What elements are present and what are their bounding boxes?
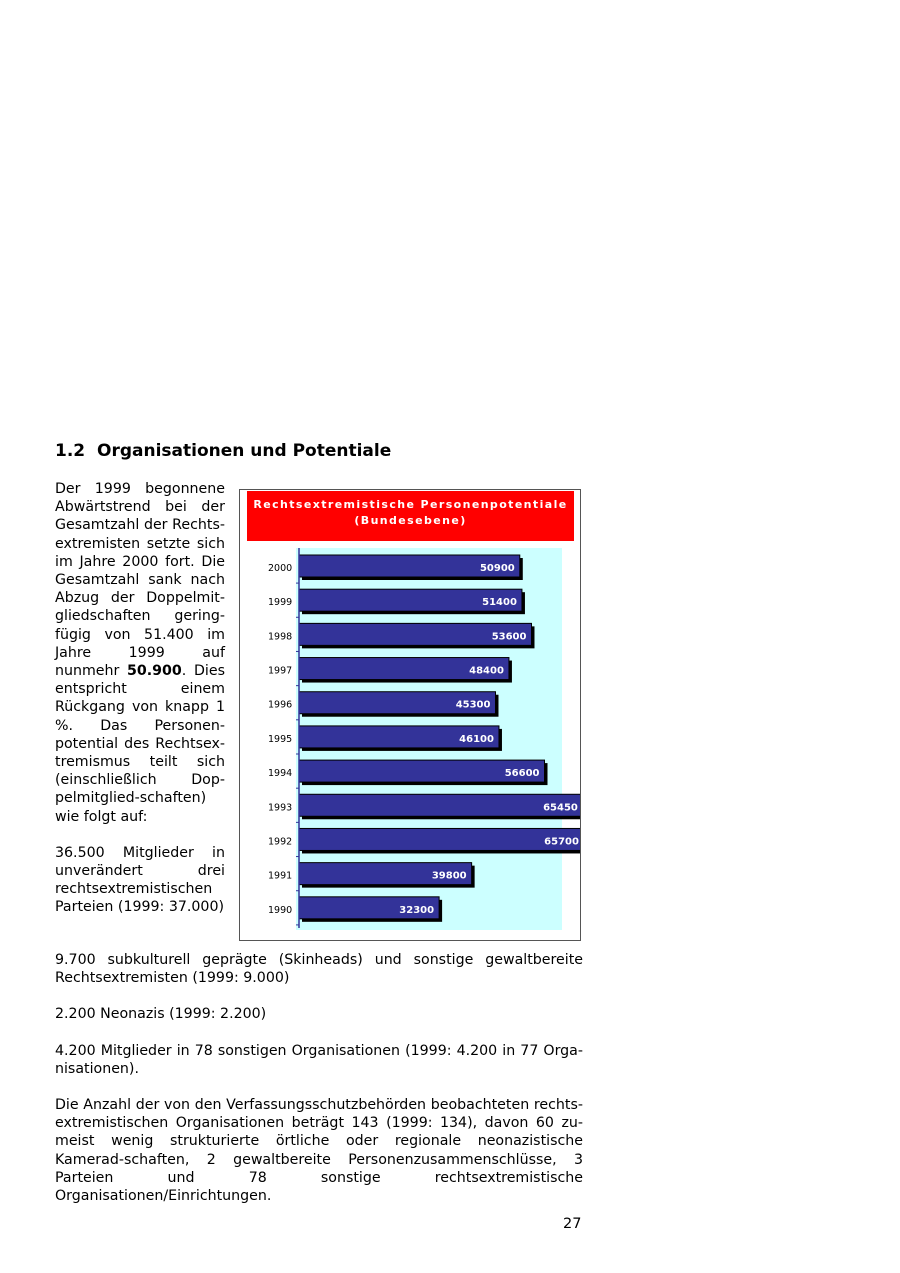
category-label: 1999	[268, 597, 293, 609]
category-label: 1990	[268, 904, 293, 916]
chart-title: Rechtsextremistische Personenpotentiale	[253, 498, 568, 511]
body-paragraph-1: 9.700 subkulturell geprägte (Skinheads) und sonstige gewaltbereite Rechtsextremisten (1999: 9.000)	[55, 952, 583, 987]
bar-data-label: 53600	[491, 631, 527, 643]
bar	[299, 794, 580, 816]
section-number: 1.2	[55, 441, 86, 461]
category-label: 1991	[268, 870, 293, 882]
section-title: Organisationen und Potentiale	[97, 441, 392, 461]
page-number: 27	[563, 1216, 582, 1232]
bar-data-label: 50900	[479, 563, 515, 574]
category-label: 1997	[268, 665, 293, 677]
intro-text-a: Der 1999 begonnene Abwärtstrend bei der Gesamtzahl der Rechts-extremisten setzte sich im Jahre 2000 fort. Die Gesamtzahl sank nach Abzug der Doppelmit-gliedschaften gering-fügig von 51.400 im Jahre 1999 auf nunmehr	[55, 481, 225, 680]
body-paragraph-2: 2.200 Neonazis (1999: 2.200)	[55, 1006, 267, 1023]
bar-data-label: 45300	[455, 699, 491, 711]
category-label: 1992	[268, 836, 293, 848]
body-paragraph-4: Die Anzahl der von den Verfassungsschutzbehörden beobachteten rechts-extremistischen Organisationen beträgt 143 (1999: 134), davon 60 zu-meist wenig strukturierte örtliche oder regionale neonazistische Kamerad-schaften, 2 gewaltbereite Personenzusammenschlüsse, 3 Parteien und 78 sonstige rechtsextremistische Organisationen/Einrichtungen.	[55, 1097, 583, 1205]
chart-subtitle: (Bundesebene)	[354, 514, 467, 527]
bar-data-label: 51400	[482, 597, 517, 609]
intro-paragraph-2: 36.500 Mitglieder in unverändert drei rechtsextremistischen Parteien (1999: 37.000)	[55, 844, 225, 916]
bar-data-label: 65450	[543, 802, 578, 814]
bar-data-label: 56600	[504, 768, 540, 780]
category-label: 1998	[268, 631, 293, 643]
category-label: 1993	[268, 802, 293, 814]
bar-chart	[240, 490, 580, 940]
bar-data-label: 32300	[399, 904, 435, 916]
bar-data-label: 65700	[544, 836, 579, 848]
intro-paragraph-1	[55, 480, 225, 826]
intro-bold-value: 50.900	[127, 663, 182, 680]
category-label: 1994	[268, 768, 293, 780]
bar-data-label: 48400	[469, 665, 504, 677]
body-paragraph-3: 4.200 Mitglieder in 78 sonstigen Organisationen (1999: 4.200 in 77 Orga-nisationen).	[55, 1042, 583, 1077]
body-text	[55, 951, 583, 1223]
bar-data-label: 46100	[459, 733, 494, 745]
category-label: 1996	[268, 699, 293, 711]
bar-data-label: 39800	[431, 870, 467, 882]
category-label: 2000	[268, 563, 293, 574]
category-label: 1995	[268, 733, 293, 745]
bar	[299, 828, 580, 850]
section-heading	[55, 441, 391, 461]
intro-text-b: . Dies entspricht einem Rückgang von knapp 1 %. Das Personen-potential des Rechtsex-tremismus teilt sich (einschließlich Dop-pelmitglied-schaften) wie folgt auf:	[55, 663, 225, 825]
intro-text-column	[55, 480, 225, 917]
chart-frame	[239, 489, 581, 941]
